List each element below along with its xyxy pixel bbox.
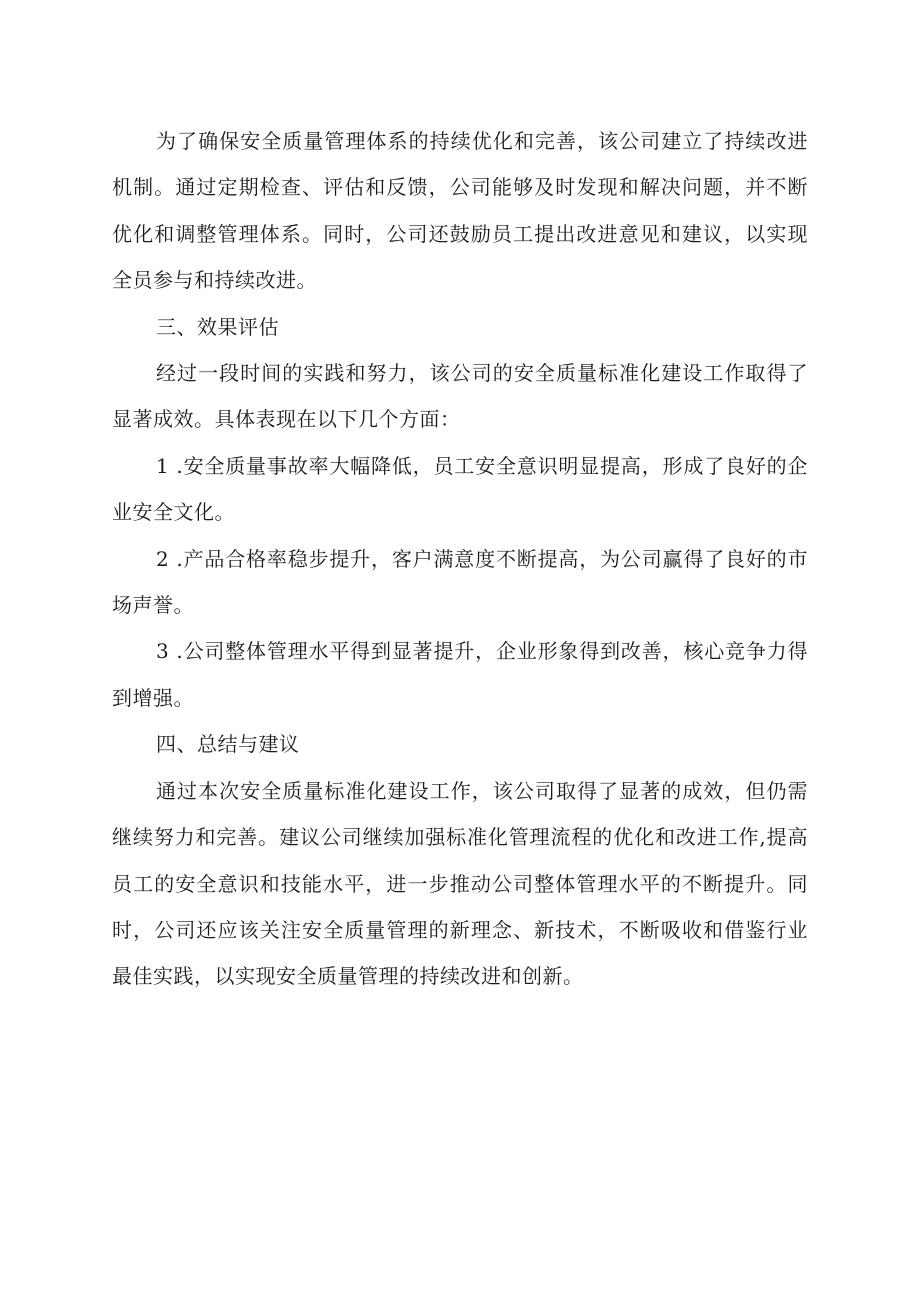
paragraph-summary: 通过本次安全质量标准化建设工作，该公司取得了显著的成效，但仍需继续努力和完善。建议公司继续加强标准化管理流程的优化和改进工作,提高员工的安全意识和技能水平，进一步推动公司整体管理水平的不断提升。同时，公司还应该关注安全质量管理的新理念、新技术，不断吸收和借鉴行业最佳实践，以实现安全质量管理的持续改进和创新。 [112,778,808,989]
document-body [112,118,808,1000]
section-heading-summary: 四、总结与建议 [156,732,300,757]
paragraph-evaluation-intro: 经过一段时间的实践和努力，该公司的安全质量标准化建设工作取得了显著成效。具体表现在以下几个方面： [112,361,808,432]
list-item-3: 3 .公司整体管理水平得到显著提升，企业形象得到改善，核心竞争力得到增强。 [112,639,808,710]
list-item-2: 2 .产品合格率稳步提升，客户满意度不断提高，为公司赢得了良好的市场声誉。 [112,546,808,618]
list-item-1: 1 .安全质量事故率大幅降低，员工安全意识明显提高，形成了良好的企业安全文化。 [112,453,808,525]
paragraph-continuous-improvement: 为了确保安全质量管理体系的持续优化和完善，该公司建立了持续改进机制。通过定期检查、评估和反馈，公司能够及时发现和解决问题，并不断优化和调整管理体系。同时，公司还鼓励员工提出改进意见和建议，以实现全员参与和持续改进。 [112,129,808,293]
section-heading-effect-evaluation: 三、效果评估 [156,314,279,339]
